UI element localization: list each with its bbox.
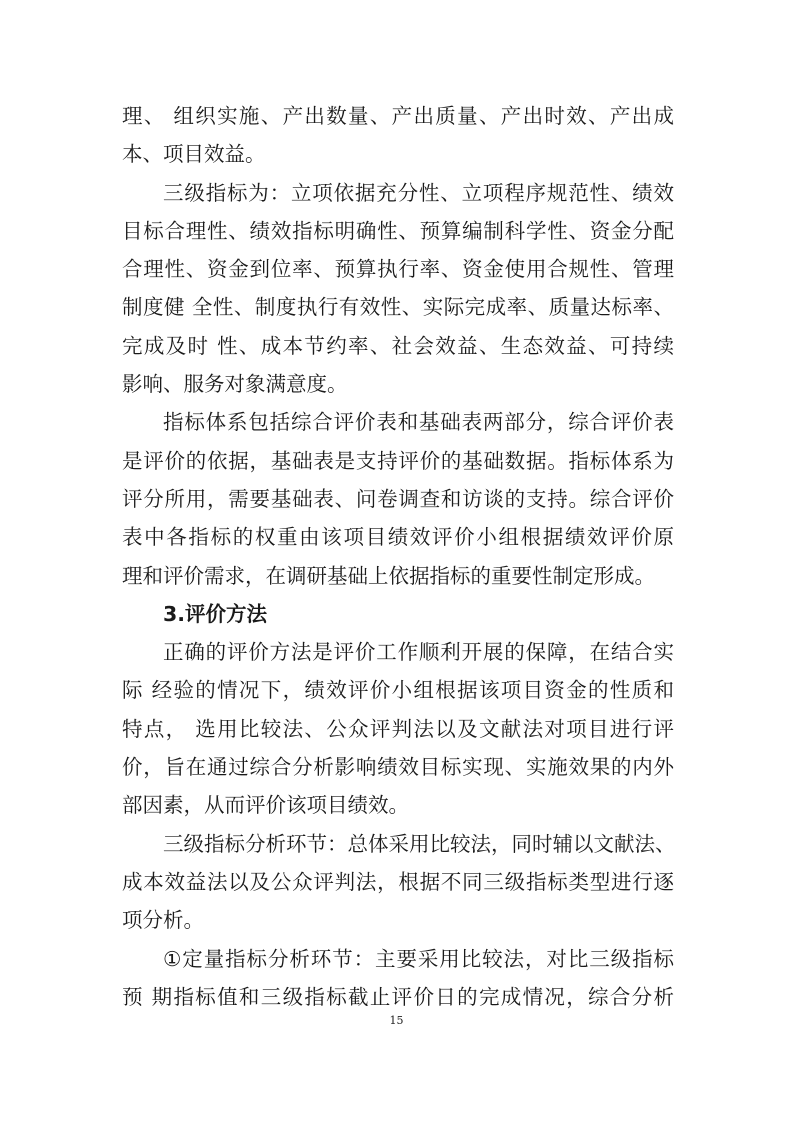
text-line: 价，旨在通过综合分析影响绩效目标实现、实施效果的内外: [122, 755, 674, 780]
text-line: 理和评价需求，在调研基础上依据指标的重要性制定形成。: [122, 563, 655, 588]
text-line: 正确的评价方法是评价工作顺利开展的保障，在结合实: [163, 640, 674, 665]
text-line: 指标体系包括综合评价表和基础表两部分，综合评价表: [163, 410, 674, 435]
text-line: 际 经验的情况下，绩效评价小组根据该项目资金的性质和: [122, 678, 674, 703]
text-line: 完成及时 性、成本节约率、社会效益、生态效益、可持续: [122, 333, 674, 358]
text-line: 三级指标分析环节：总体采用比较法，同时辅以文献法、: [163, 831, 676, 856]
text-line: 评分所用，需要基础表、问卷调查和访谈的支持。综合评价: [122, 486, 674, 511]
text-line: 本、项目效益。: [122, 142, 266, 167]
text-line: 特点， 选用比较法、公众评判法以及文献法对项目进行评: [122, 716, 674, 741]
text-line: ①定量指标分析环节：主要采用比较法，对比三级指标: [163, 946, 674, 971]
text-line: 项分析。: [122, 908, 204, 933]
text-line: 合理性、资金到位率、预算执行率、资金使用合规性、管理: [122, 257, 674, 282]
section-heading: 3.评价方法: [163, 601, 268, 626]
text-line: 表中各指标的权重由该项目绩效评价小组根据绩效评价原: [122, 525, 674, 550]
text-line: 三级指标为：立项依据充分性、立项程序规范性、绩效: [163, 180, 674, 205]
body-text: [122, 97, 674, 1016]
text-line: 理、 组织实施、产出数量、产出质量、产出时效、产出成: [122, 104, 674, 128]
text-line: 影响、服务对象满意度。: [122, 372, 348, 397]
text-line: 制度健 全性、制度执行有效性、实际完成率、质量达标率、: [122, 295, 674, 320]
text-line: 成本效益法以及公众评判法，根据不同三级指标类型进行逐: [122, 869, 674, 894]
text-line: 预 期指标值和三级指标截止评价日的完成情况，综合分析: [122, 984, 674, 1009]
text-line: 是评价的依据，基础表是支持评价的基础数据。指标体系为: [122, 448, 674, 473]
text-line: 目标合理性、绩效指标明确性、预算编制科学性、资金分配: [122, 218, 674, 243]
text-line: 部因素，从而评价该项目绩效。: [122, 793, 409, 818]
page-number: 15: [389, 1014, 404, 1027]
